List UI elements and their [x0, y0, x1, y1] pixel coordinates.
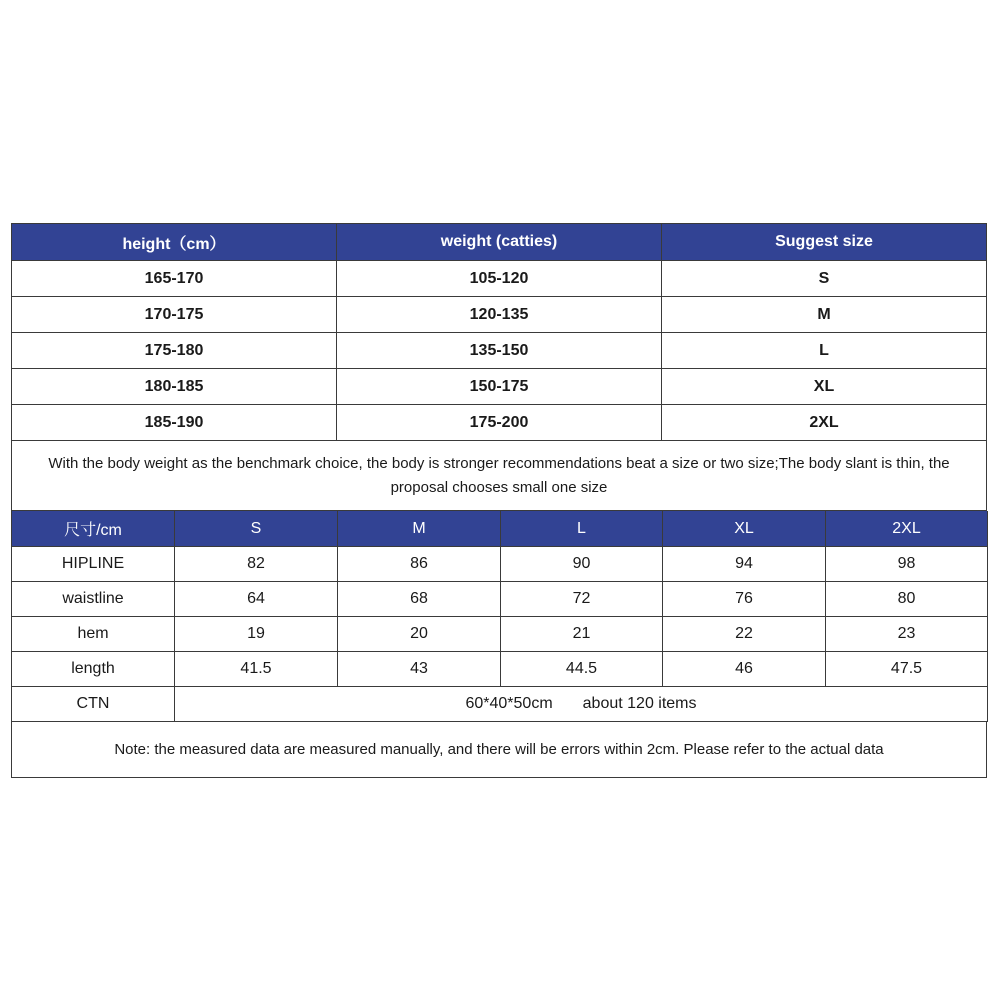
value-cell: 22 — [663, 617, 826, 652]
note-text: With the body weight as the benchmark choice, the body is stronger recommendations beat a size or two size;The body slant is thin, the proposal chooses small one size — [48, 454, 950, 496]
size-recommendation-table — [11, 223, 987, 441]
table-row — [12, 547, 988, 582]
value-cell: 23 — [826, 617, 988, 652]
row-label-hem: hem — [12, 617, 175, 652]
height-cell: 185-190 — [12, 405, 337, 441]
value-cell: 94 — [663, 547, 826, 582]
value-cell: 21 — [501, 617, 663, 652]
table-row — [12, 333, 987, 369]
row-label-length: length — [12, 652, 175, 687]
size-cell: XL — [662, 369, 987, 405]
value-cell: 80 — [826, 582, 988, 617]
size-chart — [11, 223, 987, 778]
height-cell: 175-180 — [12, 333, 337, 369]
height-cell: 180-185 — [12, 369, 337, 405]
value-cell: 90 — [501, 547, 663, 582]
note-text: Note: the measured data are measured manually, and there will be errors within 2cm. Please refer to the actual data — [114, 741, 884, 758]
value-cell: 76 — [663, 582, 826, 617]
weight-cell: 105-120 — [337, 261, 662, 297]
value-cell: 19 — [175, 617, 338, 652]
size-cell: 2XL — [662, 405, 987, 441]
weight-cell: 175-200 — [337, 405, 662, 441]
value-cell: 86 — [338, 547, 501, 582]
size-cell: M — [662, 297, 987, 333]
row-label-hipline: HIPLINE — [12, 547, 175, 582]
height-cell: 165-170 — [12, 261, 337, 297]
header-weight: weight (catties) — [337, 224, 662, 261]
value-cell: 82 — [175, 547, 338, 582]
value-cell: 72 — [501, 582, 663, 617]
ctn-dimensions: 60*40*50cm — [465, 695, 553, 712]
header-size-m: M — [338, 511, 501, 547]
table-row — [12, 297, 987, 333]
size-cell: L — [662, 333, 987, 369]
row-label-ctn: CTN — [12, 687, 175, 722]
table-row — [12, 369, 987, 405]
weight-cell: 135-150 — [337, 333, 662, 369]
header-suggest-size: Suggest size — [662, 224, 987, 261]
row-label-waistline: waistline — [12, 582, 175, 617]
header-size-2xl: 2XL — [826, 511, 988, 547]
value-cell: 46 — [663, 652, 826, 687]
value-cell: 64 — [175, 582, 338, 617]
header-height: height（cm） — [12, 224, 337, 261]
header-size-s: S — [175, 511, 338, 547]
value-cell: 68 — [338, 582, 501, 617]
size-recommendation-note — [11, 441, 987, 511]
table-header-row — [12, 511, 988, 547]
table-header-row — [12, 224, 987, 261]
value-cell: 98 — [826, 547, 988, 582]
header-size-xl: XL — [663, 511, 826, 547]
table-row-ctn — [12, 687, 988, 722]
height-cell: 170-175 — [12, 297, 337, 333]
header-unit: 尺寸/cm — [12, 511, 175, 547]
ctn-quantity: about 120 items — [582, 695, 697, 712]
header-size-l: L — [501, 511, 663, 547]
value-cell: 43 — [338, 652, 501, 687]
measurement-note — [11, 722, 987, 778]
table-row — [12, 582, 988, 617]
measurement-table — [11, 511, 988, 722]
value-cell: 44.5 — [501, 652, 663, 687]
value-cell: 20 — [338, 617, 501, 652]
value-cell: 41.5 — [175, 652, 338, 687]
weight-cell: 150-175 — [337, 369, 662, 405]
weight-cell: 120-135 — [337, 297, 662, 333]
ctn-value — [175, 687, 988, 722]
size-cell: S — [662, 261, 987, 297]
value-cell: 47.5 — [826, 652, 988, 687]
table-row — [12, 617, 988, 652]
table-row — [12, 261, 987, 297]
table-row — [12, 405, 987, 441]
table-row — [12, 652, 988, 687]
